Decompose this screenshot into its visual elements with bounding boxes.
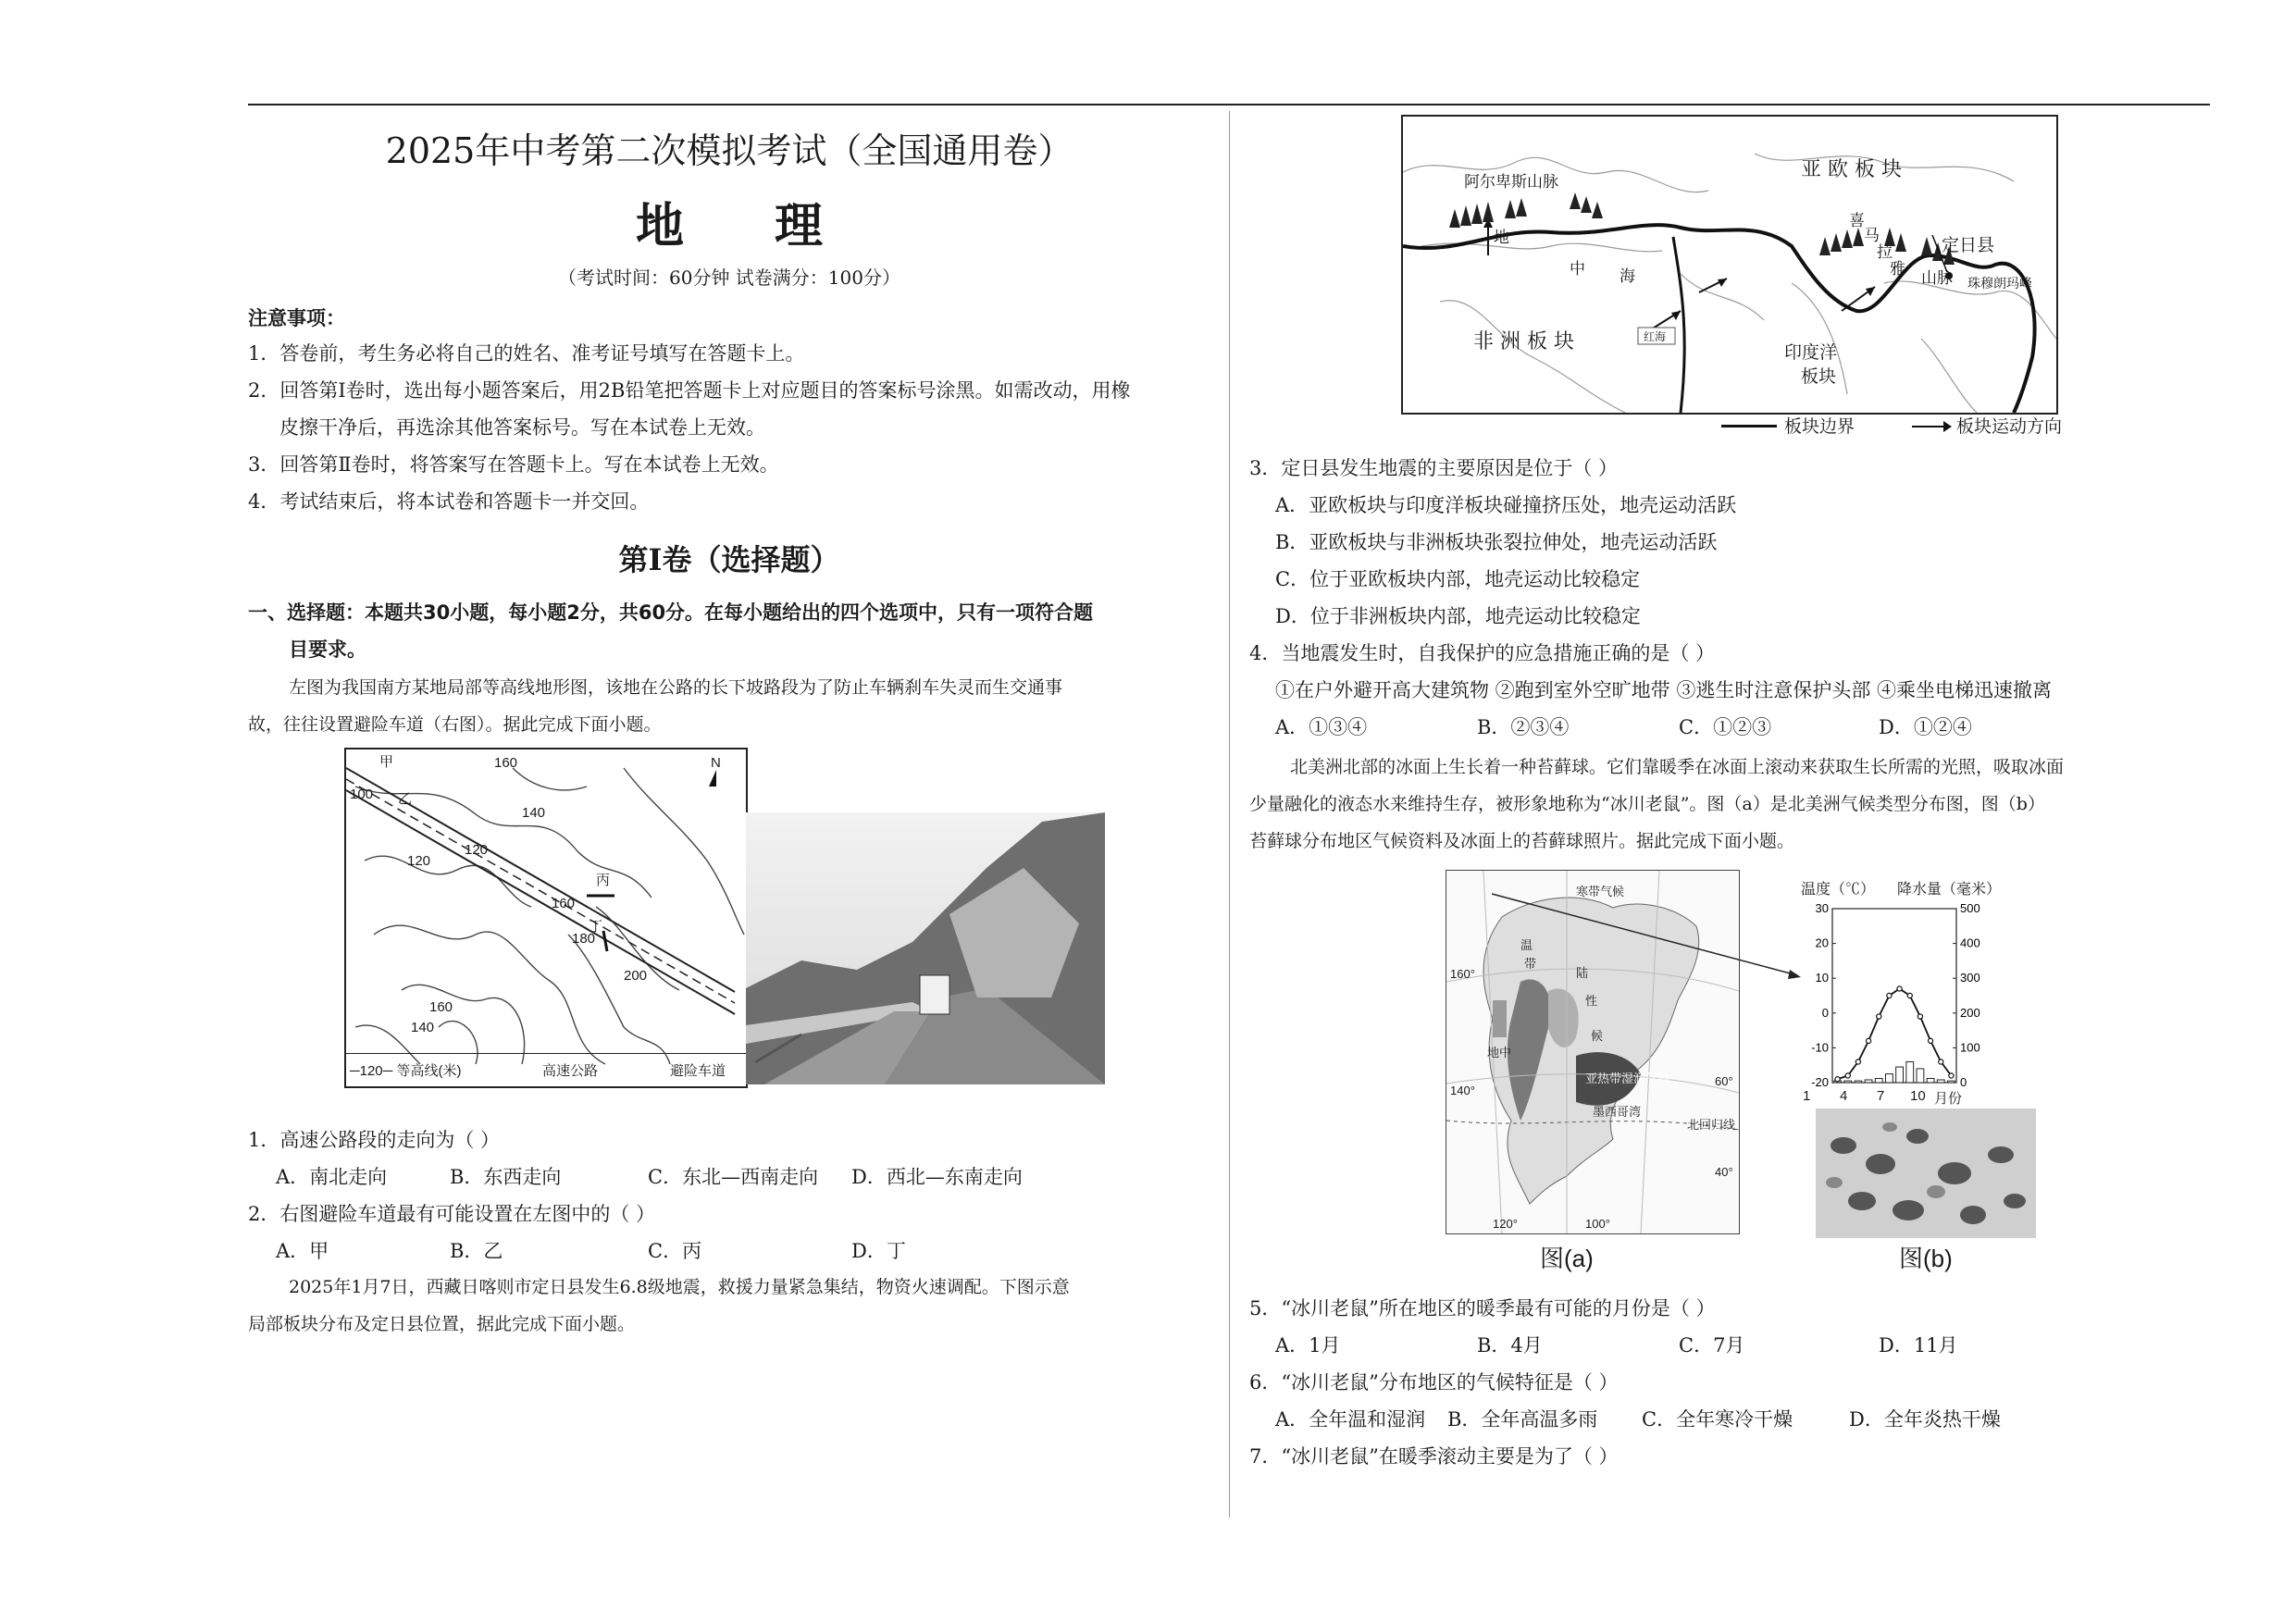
temp-point [1897,986,1902,991]
temp-axis-label: 温度（℃） [1801,882,1876,898]
precip-axis-label: 降水量（毫米） [1897,882,2002,898]
pointer-arrow [1492,885,1806,996]
north-arrow-label: N [711,755,721,771]
exam-title: 2025年中考第二次模拟考试（全国通用卷） [385,130,1074,171]
contour-value: 160 [552,896,576,911]
contour-map [344,748,748,1088]
question-6-option-c: C．全年寒冷干燥 [1642,1408,1793,1431]
label-zhong: 中 [1570,260,1585,279]
label-yi: 乙 [398,791,413,807]
temp-tick-label: -20 [1811,1075,1829,1086]
contour-value: 140 [522,805,546,821]
climate-chart-svg [1801,901,1986,1086]
degree-label: 60° [1715,1074,1733,1088]
temp-point [1866,1038,1870,1043]
question-2-option-a: A．甲 [276,1240,329,1262]
intro-text: 故，往往设置避险车道（右图）。据此完成下面小题。 [248,714,662,735]
label-tropic: 北回归线 [1687,1118,1736,1132]
question-3-option-d: D．位于非洲板块内部，地壳运动比较稳定 [1275,605,1641,627]
earthquake-intro: 2025年1月7日，西藏日喀则市定日县发生6.8级地震，救援力量紧急集结，物资火速调配。下图示意 [289,1277,1070,1297]
month-tick: 7 [1877,1088,1885,1104]
section-instruction-cont: 目要求。 [289,638,366,661]
precip-bar [1927,1078,1934,1083]
label-ding: 丁 [589,919,603,935]
caption-a: 图(a) [1540,1245,1594,1272]
precip-tick-label: 400 [1960,935,1980,950]
moss-intro: 少量融化的液态水来维持生存，被形象地称为“冰川老鼠”。图（a）是北美洲气候类型分布图，图（b） [1249,794,2045,814]
question-2-option-d: D．丁 [851,1240,906,1262]
legend-movement: 板块运动方向 [1956,416,2063,437]
month-tick: 4 [1840,1088,1848,1104]
question-5-option-b: B．4月 [1477,1334,1543,1357]
temp-point [1855,1059,1860,1064]
legend-highway: 高速公路 [542,1063,599,1079]
intro-text: 左图为我国南方某地局部等高线地形图，该地在公路的长下坡路段为了防止车辆刹车失灵而生交通事 [289,677,1063,698]
question-6-option-a: A．全年温和湿润 [1275,1408,1426,1431]
legend-arrow-icon [1912,426,1945,427]
temp-line [1838,988,1952,1079]
label-indian-plate: 印度洋 [1784,342,1838,363]
question-2-option-c: C．丙 [648,1240,702,1262]
question-1-stem: 1．高速公路段的走向为（ ） [248,1129,501,1151]
question-3-option-b: B．亚欧板块与非洲板块张裂拉伸处，地壳运动活跃 [1275,531,1718,553]
degree-label: 160° [1450,967,1475,981]
moss-intro: 苔藓球分布地区气候资料及冰面上的苔藓球照片。据此完成下面小题。 [1249,831,1795,851]
climate-chart [1801,901,1986,1086]
temp-point [1939,1059,1943,1064]
label-xing: 性 [1585,994,1598,1008]
escape-lane-photo [746,812,1105,1084]
temp-point [1845,1073,1850,1078]
legend-contour: ─120─ 等高线(米) [350,1063,462,1079]
top-rule [248,104,2210,105]
label-bing: 丙 [596,873,611,888]
precip-bar [1886,1074,1893,1083]
question-3-option-a: A．亚欧板块与印度洋板块碰撞挤压处，地壳运动活跃 [1275,494,1737,516]
label-dingri: 定日县 [1942,235,1995,255]
contour-value: 160 [494,755,518,771]
notice-heading: 注意事项： [248,307,345,329]
legend-boundary-line [1721,425,1777,427]
plate-map [1401,115,2058,415]
notice-item: 4．考试结束后，将本试卷和答题卡一并交回。 [248,490,650,513]
contour-value: 100 [350,787,374,802]
question-5-option-a: A．1月 [1275,1334,1341,1357]
label-eurasian-plate: 亚 欧 板 块 [1801,158,1902,181]
temp-tick-label: 20 [1815,935,1829,950]
question-6-option-b: B．全年高温多雨 [1447,1408,1598,1431]
degree-label: 120° [1493,1217,1518,1231]
degree-label: 100° [1585,1217,1610,1231]
precip-bar [1875,1078,1882,1083]
label-di: 地 [1494,229,1509,247]
section-title: 第Ⅰ卷（选择题） [618,542,840,577]
month-tick: 10 [1910,1088,1926,1104]
legend-escape-lane: 避险车道 [670,1063,726,1079]
notice-item: 2．回答第Ⅰ卷时，选出每小题答案后，用2B铅笔把答题卡上对应题目的答案标号涂黑。如需改动，用橡 [248,379,1131,402]
temp-point [1887,993,1892,997]
plate-map-svg [1403,117,2056,413]
notice-item: 3．回答第Ⅱ卷时，将答案写在答题卡上。写在本试卷上无效。 [248,453,779,476]
label-subtropical: 亚热带湿润气候 [1585,1072,1670,1085]
question-4-stem: 4．当地震发生时，自我保护的应急措施正确的是（ ） [1249,642,1716,664]
label-himalaya-ma: 马 [1864,227,1880,245]
question-5-option-c: C．7月 [1679,1334,1745,1357]
label-tundra: 寒带气候 [1576,885,1625,898]
precip-bar [1865,1080,1872,1083]
precip-tick-label: 100 [1960,1040,1980,1055]
label-wen: 温 [1520,938,1533,952]
question-6-stem: 6．“冰川老鼠”分布地区的气候特征是（ ） [1249,1371,1619,1394]
temp-point [1917,1014,1922,1019]
month-tick: 月份 [1934,1091,1963,1107]
label-red-sea: 红海 [1644,330,1667,343]
label-qomolangma: 珠穆朗玛峰 [1967,277,2032,291]
precip-bar [1855,1081,1862,1083]
contour-value: 200 [624,968,648,984]
exam-time-note: （考试时间：60分钟 试卷满分：100分） [558,266,900,289]
section-instruction: 一、选择题：本题共30小题，每小题2分，共60分。在每小题给出的四个选项中，只有一项符合题 [248,601,1094,624]
question-7-stem: 7．“冰川老鼠”在暖季滚动主要是为了（ ） [1249,1445,1619,1468]
question-1-option-b: B．东西走向 [450,1166,562,1188]
moss-intro: 北美洲北部的冰面上生长着一种苔藓球。它们靠暖季在冰面上滚动来获取生长所需的光照，吸取冰面 [1290,757,2065,777]
label-lu: 陆 [1576,966,1589,980]
question-6-option-d: D．全年炎热干燥 [1849,1408,2001,1431]
moss-ball-photo [1816,1109,2036,1238]
temp-point [1928,1038,1932,1043]
precip-bar [1906,1061,1914,1083]
question-4-option-a: A．①③④ [1275,716,1368,738]
contour-value: 140 [411,1020,435,1035]
question-5-stem: 5．“冰川老鼠”所在地区的暖季最有可能的月份是（ ） [1249,1297,1716,1319]
question-2-option-b: B．乙 [450,1240,503,1262]
label-himalaya-xi: 喜 [1849,212,1865,230]
label-dai: 带 [1524,957,1537,971]
temp-point [1877,1014,1881,1019]
temp-tick-label: 30 [1815,901,1829,915]
legend-boundary: 板块边界 [1784,416,1855,437]
contour-value: 180 [572,931,596,947]
question-1-option-d: D．西北—东南走向 [851,1166,1023,1188]
precip-tick-label: 200 [1960,1005,1980,1020]
question-5-option-d: D．11月 [1879,1334,1958,1357]
precip-tick-label: 0 [1960,1075,1967,1086]
contour-value: 120 [465,842,489,858]
label-alps: 阿尔卑斯山脉 [1464,173,1558,192]
label-himalaya-la: 拉 [1877,243,1893,262]
contour-value: 120 [407,853,431,869]
label-shanmai: 山脉 [1921,269,1953,288]
temp-point [1907,993,1912,997]
subject-title: 地 理 [635,198,861,254]
question-3-option-c: C．位于亚欧板块内部，地壳运动比较稳定 [1275,568,1641,590]
temp-point [1835,1077,1840,1082]
label-hou: 候 [1591,1029,1604,1043]
label-gulf-mexico: 墨西哥湾 [1593,1105,1642,1119]
precip-bar [1844,1081,1852,1083]
precip-bar [1917,1069,1924,1083]
question-4-measures: ①在户外避开高大建筑物 ②跑到室外空旷地带 ③逃生时注意保护头部 ④乘坐电梯迅速撤离 [1275,679,2053,701]
column-divider [1229,111,1230,1518]
question-4-option-d: D．①②④ [1879,716,1972,738]
caption-b: 图(b) [1899,1245,1953,1272]
degree-label: 40° [1715,1165,1733,1179]
label-jia: 甲 [379,754,394,770]
contour-value: 160 [429,999,453,1015]
temp-point [1949,1073,1954,1078]
label-african-plate: 非 洲 板 块 [1473,330,1574,353]
degree-label: 140° [1450,1084,1475,1097]
question-1-option-a: A．南北走向 [276,1166,388,1188]
label-himalaya-ya: 雅 [1890,260,1905,279]
temp-tick-label: 10 [1815,971,1829,985]
precip-bar [1948,1081,1955,1083]
precip-tick-label: 300 [1960,971,1980,985]
precip-tick-label: 500 [1960,901,1980,915]
month-tick: 1 [1803,1088,1811,1104]
precip-bar [1937,1080,1944,1083]
temp-tick-label: -10 [1811,1040,1829,1055]
question-2-stem: 2．右图避险车道最有可能设置在左图中的（ ） [248,1203,656,1225]
question-1-option-c: C．东北—西南走向 [648,1166,819,1188]
earthquake-intro: 局部板块分布及定日县位置，据此完成下面小题。 [248,1314,636,1334]
label-indian-plate-2: 板块 [1801,366,1837,387]
precip-bar [1896,1067,1904,1083]
label-mediterranean: 地中 [1487,1046,1512,1059]
label-hai: 海 [1620,267,1635,286]
notice-item: 皮擦干净后，再选涂其他答案标号。写在本试卷上无效。 [279,416,765,439]
temp-tick-label: 0 [1821,1005,1829,1020]
question-3-stem: 3．定日县发生地震的主要原因是位于（ ） [1249,457,1619,479]
question-4-option-c: C．①②③ [1679,716,1772,738]
notice-item: 1．答卷前，考生务必将自己的姓名、准考证号填写在答题卡上。 [248,342,805,365]
question-4-option-b: B．②③④ [1477,716,1570,738]
